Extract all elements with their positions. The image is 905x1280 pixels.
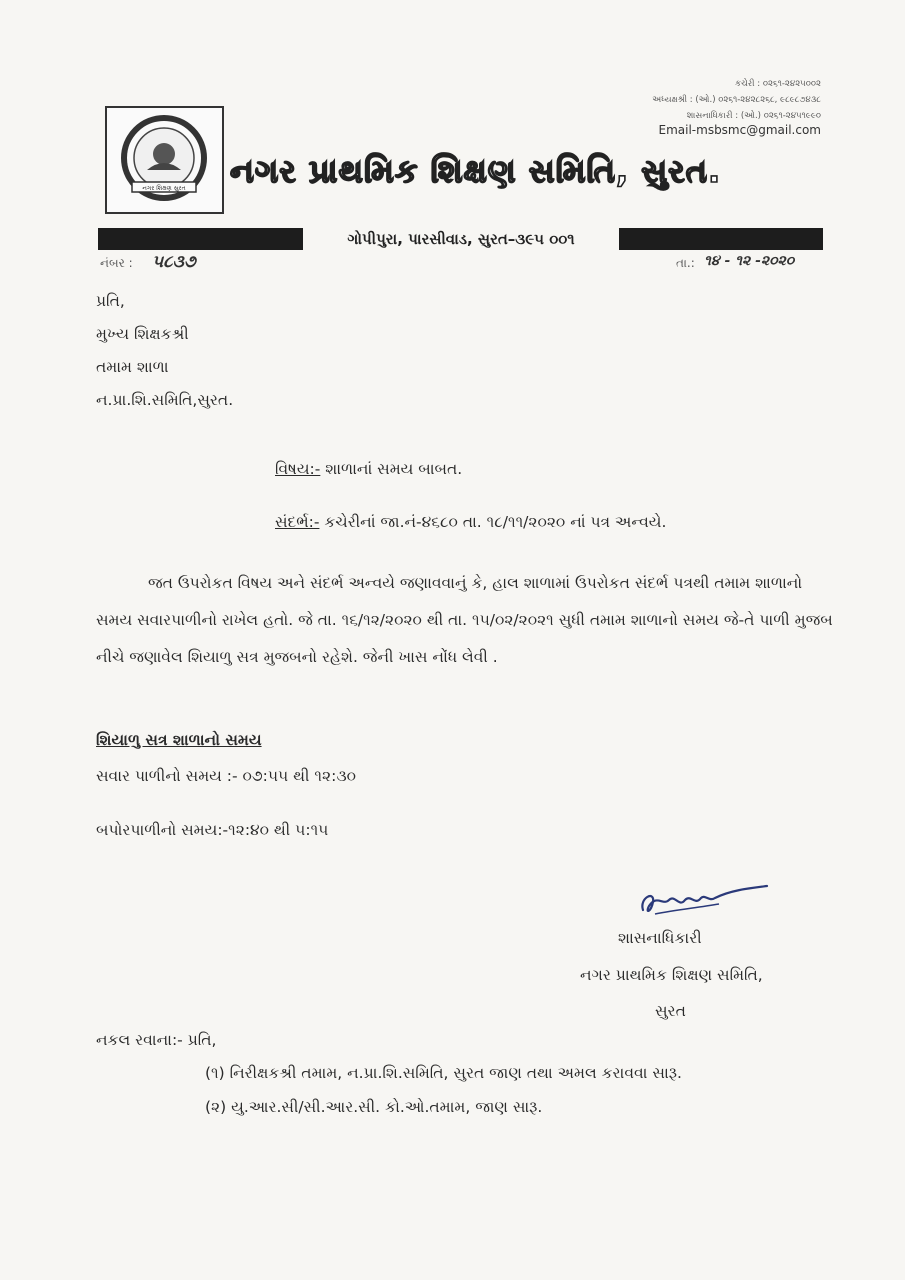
subject-label: વિષય:- [275, 460, 321, 478]
signatory-city: સુરત [655, 1002, 686, 1020]
signatory-organization: નગર પ્રાથમિક શિક્ષણ સમિતિ, [580, 966, 763, 984]
organization-logo [105, 106, 224, 214]
reference-label: સંદર્ભ:- [275, 513, 320, 531]
address-bar [98, 228, 823, 250]
copy-to-item-1: (૧) નિરીક્ષકશ્રી તમામ, ન.પ્રા.શિ.સમિતિ, સુરત જાણ તથા અમલ કરાવવા સારૂ. [205, 1064, 682, 1082]
schedule-heading: શિયાળુ સત્ર શાળાનો સમય [96, 731, 262, 749]
contact-administrator: શાસનાધિકારી : (ઓ.) ૦૨૬૧-૨૪૫૧૯૯૦ [686, 111, 821, 121]
letter-date: ૧૪ - ૧૨ -૨૦૨૦ [704, 253, 795, 269]
signatory-title: શાસનાધિકારી [618, 929, 702, 947]
signature [635, 880, 775, 925]
copy-to-item-2: (૨) યુ.આર.સી/સી.આર.સી. કો.ઓ.તમામ, જાણ સારૂ. [205, 1098, 543, 1116]
subject-text: શાળાનાં સમય બાબત. [320, 460, 463, 478]
address-text: ગોપીપુરા, પારસીવાડ, સુરત–૩૯૫ ૦૦૧ [347, 230, 575, 248]
afternoon-shift-time: બપોરપાળીનો સમય:-૧૨:૪૦ થી ૫:૧૫ [96, 821, 329, 839]
number-label: નંબર : [100, 256, 133, 270]
subject-line [275, 456, 462, 482]
organization-name: નગર પ્રાથમિક શિક્ષણ સમિતિ, સુરત. [230, 152, 722, 190]
redaction-right [619, 228, 823, 250]
recipient-line-4: ન.પ્રા.શિ.સમિતિ,સુરત. [96, 391, 234, 409]
redaction-left [98, 228, 303, 250]
date-label: તા.: [676, 256, 695, 270]
contact-chairman: અધ્યક્ષશ્રી : (ઓ.) ૦૨૬૧-૨૪૨૮૨૬૮, ૯૮૯૮૭૪૩૮ [652, 95, 821, 105]
recipient-line-1: પ્રતિ, [96, 292, 125, 310]
email-address: Email-msbsmc@gmail.com [658, 123, 821, 137]
recipient-line-2: મુખ્ય શિક્ષકશ્રી [96, 325, 189, 343]
reference-line [275, 509, 666, 535]
letter-number: ૫૮૩૭ [152, 252, 196, 272]
morning-shift-time: સવાર પાળીનો સમય :- ૦૭:૫૫ થી ૧૨:૩૦ [96, 767, 356, 785]
reference-text: કચેરીનાં જા.નં-૪૬૮૦ તા. ૧૮/૧૧/૨૦૨૦ નાં પત્ર અન્વયે. [319, 513, 667, 531]
contact-office: કચેરી : ૦૨૬૧-૨૪૨૫૦૦૨ [734, 79, 821, 89]
recipient-line-3: તમામ શાળા [96, 358, 169, 376]
body-paragraph: જત ઉપરોકત વિષય અને સંદર્ભ અન્વયે જણાવવાનું કે, હાલ શાળામાં ઉપરોકત સંદર્ભ પત્રથી તમામ શાળાનો સમય સવારપાળીનો રાખેલ હતો. જે તા. ૧૬/૧૨/૨૦૨૦ થી તા. ૧૫/૦૨/૨૦૨૧ સુધી તમામ શાળાનો સમય જે-તે પાળી મુજબ નીચે જણાવેલ શિયાળુ સત્ર મુજબનો રહેશે. જેની ખાસ નોંધ લેવી . [96, 574, 833, 666]
copy-to-label: નકલ રવાના:- પ્રતિ, [96, 1031, 217, 1049]
logo-text: નગર શિક્ષણ સુરત [142, 185, 186, 192]
